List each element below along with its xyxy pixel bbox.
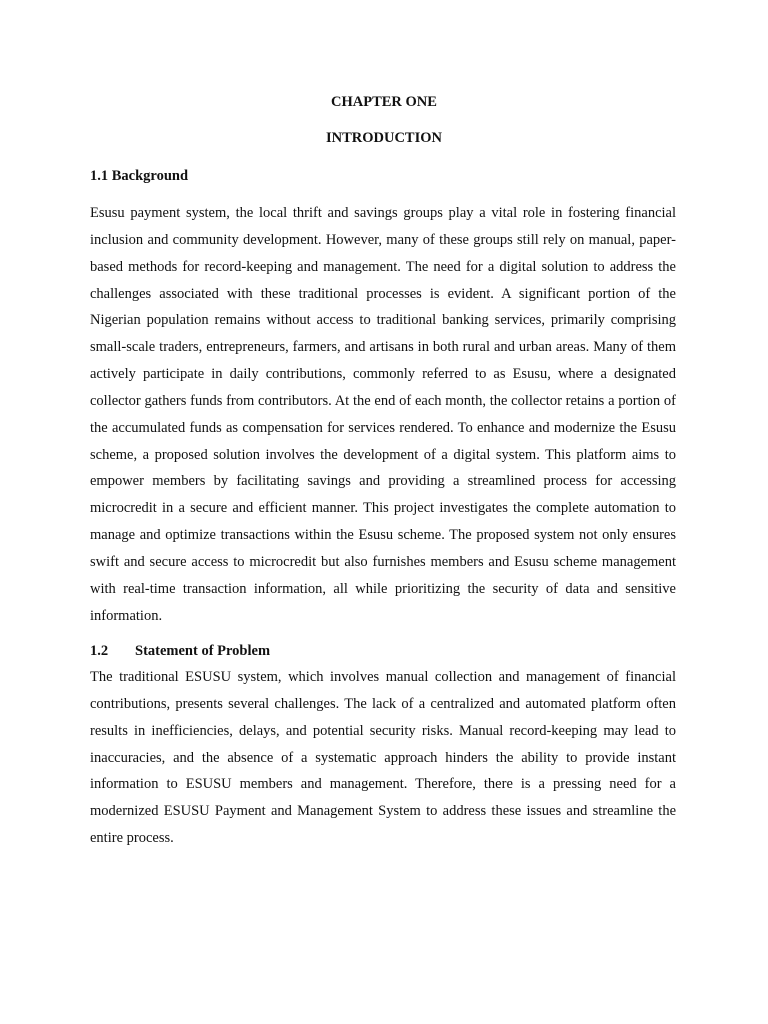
- statement-of-problem-paragraph: The traditional ESUSU system, which involves manual collection and management of financial contributions, presents several challenges. The lack of a centralized and automated platform often results in inefficiencies, delays, and potential security risks. Manual record-keeping may lead to inaccuracies, and the absence of a systematic approach hinders the ability to provide instant information to ESUSU members and management. Therefore, there is a pressing need for a modernized ESUSU Payment and Management System to address these issues and streamline the entire process.: [90, 669, 676, 847]
- chapter-title: CHAPTER ONE: [331, 94, 437, 110]
- background-paragraph: Esusu payment system, the local thrift and savings groups play a vital role in fostering financial inclusion and community development. However, many of these groups still rely on manual, paper-based methods for record-keeping and management. The need for a digital solution to address the challenges associated with these traditional processes is evident. A significant portion of the Nigerian population remains without access to traditional banking services, primarily comprising small-scale traders, entrepreneurs, farmers, and artisans in both rural and urban areas. Many of them actively participate in daily contributions, commonly referred to as Esusu, where a designated collector gathers funds from contributors. At the end of each month, the collector retains a portion of the accumulated funds as compensation for services rendered. To enhance and modernize the Esusu scheme, a proposed solution involves the development of a digital system. This platform aims to empower members by facilitating savings and providing a streamlined process for accessing microcredit in a secure and efficient manner. This project investigates the complete automation to manage and optimize transactions within the Esusu scheme. The proposed system not only ensures swift and secure access to microcredit but also furnishes members and Esusu scheme management with real-time transaction information, all while prioritizing the security of data and sensitive information.: [90, 205, 676, 624]
- section-title: Statement of Problem: [135, 643, 271, 659]
- chapter-subtitle: INTRODUCTION: [325, 130, 442, 146]
- section-heading-statement-of-problem: [90, 643, 270, 660]
- section-number: 1.2: [90, 643, 109, 659]
- section-heading-background: 1.1 Background: [90, 168, 189, 184]
